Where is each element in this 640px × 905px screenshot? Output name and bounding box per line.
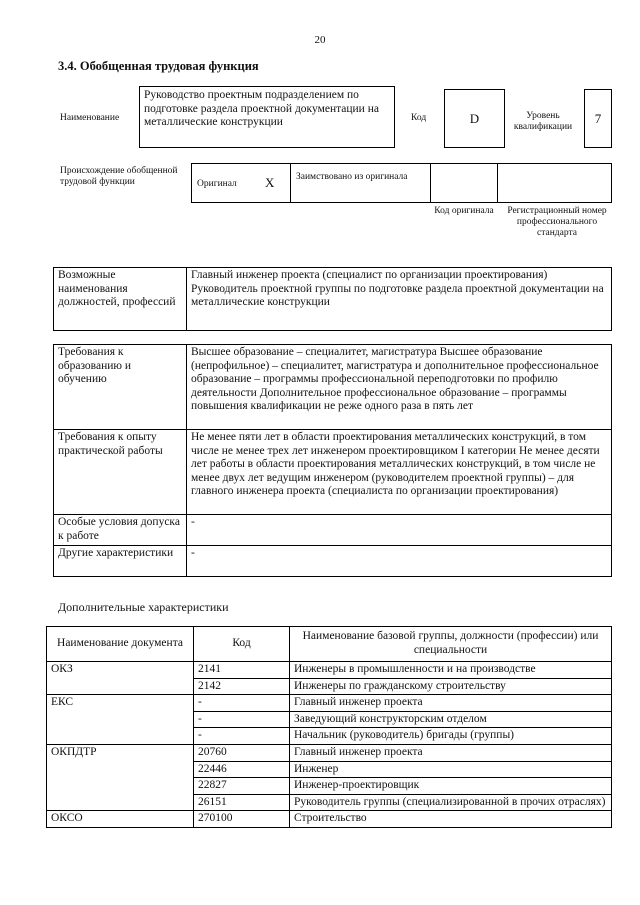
- col-code-header: Код: [194, 627, 290, 662]
- name-cell: Главный инженер проекта: [290, 695, 612, 712]
- code-original-caption: Код оригинала: [434, 206, 494, 216]
- name-cell: Инженеры в промышленности и на производстве: [290, 662, 612, 679]
- additional-table: [46, 626, 612, 828]
- code-cell: 22446: [194, 761, 290, 778]
- col-name-header: Наименование базовой группы, должности (профессии) или специальности: [290, 627, 612, 662]
- name-cell: Заведующий конструкторским отделом: [290, 711, 612, 728]
- additional-title: Дополнительные характеристики: [58, 600, 229, 614]
- level-label: Уровень квалификации: [513, 111, 573, 132]
- table-row: [47, 811, 612, 828]
- name-cell: Инженеры по гражданскому строительству: [290, 678, 612, 695]
- requirements-table: [53, 344, 612, 577]
- table-row: [54, 430, 612, 515]
- code-cell: -: [194, 728, 290, 745]
- table-row: [47, 744, 612, 761]
- doc-cell: ОКЗ: [47, 662, 194, 695]
- code-cell: -: [194, 711, 290, 728]
- original-mark: X: [265, 175, 275, 190]
- positions-table: [53, 267, 612, 331]
- requirement-label: Требования к опыту практической работы: [54, 430, 187, 515]
- name-value-box: [139, 86, 395, 148]
- positions-value: Главный инженер проекта (специалист по организации проектирования) Руководитель проектной группы по подготовке раздела проектной документации на металлические конструкции: [187, 268, 612, 331]
- name-cell: Руководитель группы (специализированной в прочих отраслях): [290, 794, 612, 811]
- requirement-label: Требования к образованию и обучению: [54, 345, 187, 430]
- table-row: [54, 345, 612, 430]
- table-header-row: [47, 627, 612, 662]
- positions-label: Возможные наименования должностей, профессий: [54, 268, 187, 331]
- code-cell: 2141: [194, 662, 290, 679]
- table-row: [54, 268, 612, 331]
- origin-label: Происхождение обобщенной трудовой функции: [60, 166, 178, 187]
- col-doc-header: Наименование документа: [47, 627, 194, 662]
- doc-cell: ОКПДТР: [47, 744, 194, 810]
- table-row: [47, 662, 612, 679]
- level-value: 7: [584, 89, 612, 148]
- name-cell: Начальник (руководитель) бригады (группы): [290, 728, 612, 745]
- origin-divider: [497, 163, 498, 203]
- requirement-value: Не менее пяти лет в области проектирования металлических конструкций, в том числе не менее трех лет инженером проектировщиком I категории Не менее десяти лет работы в области проектирования металлических конструкций, в том числе не менее двух лет ведущим инженером (руководителем проектной группы) – для главного инженера проекта (специалиста по организации проектирования): [187, 430, 612, 515]
- doc-cell: ЕКС: [47, 695, 194, 745]
- reg-number-caption: Регистрационный номер профессионального стандарта: [507, 206, 607, 238]
- origin-divider: [290, 163, 291, 203]
- requirement-value: -: [187, 515, 612, 546]
- name-label: Наименование: [60, 113, 120, 123]
- requirement-value: -: [187, 546, 612, 577]
- origin-divider: [430, 163, 431, 203]
- code-cell: 270100: [194, 811, 290, 828]
- code-label: Код: [411, 113, 427, 123]
- code-cell: 2142: [194, 678, 290, 695]
- code-cell: 26151: [194, 794, 290, 811]
- doc-cell: ОКСО: [47, 811, 194, 828]
- original-label: Оригинал: [197, 179, 237, 189]
- table-row: [47, 695, 612, 712]
- code-cell: 22827: [194, 778, 290, 795]
- code-cell: -: [194, 695, 290, 712]
- borrowed-label: Заимствовано из оригинала: [296, 172, 408, 182]
- section-title: 3.4. Обобщенная трудовая функция: [58, 59, 259, 73]
- table-row: [54, 546, 612, 577]
- name-cell: Строительство: [290, 811, 612, 828]
- name-cell: Инженер: [290, 761, 612, 778]
- code-value: D: [444, 89, 505, 148]
- name-cell: Главный инженер проекта: [290, 744, 612, 761]
- page-number: 20: [314, 34, 326, 46]
- name-cell: Инженер-проектировщик: [290, 778, 612, 795]
- name-value: Руководство проектным подразделением по подготовке раздела проектной документации на металлические конструкции: [144, 89, 379, 128]
- origin-box: [191, 163, 612, 203]
- requirement-value: Высшее образование – специалитет, магистратура Высшее образование (непрофильное) – специалитет, магистратура и дополнительное профессиональное образование – программы профессиональной переподготовки по профилю деятельности Дополнительное профессиональное образование – программы повышения квалификации не реже одного раза в пять лет: [187, 345, 612, 430]
- requirement-label: Другие характеристики: [54, 546, 187, 577]
- table-row: [54, 515, 612, 546]
- requirement-label: Особые условия допуска к работе: [54, 515, 187, 546]
- code-cell: 20760: [194, 744, 290, 761]
